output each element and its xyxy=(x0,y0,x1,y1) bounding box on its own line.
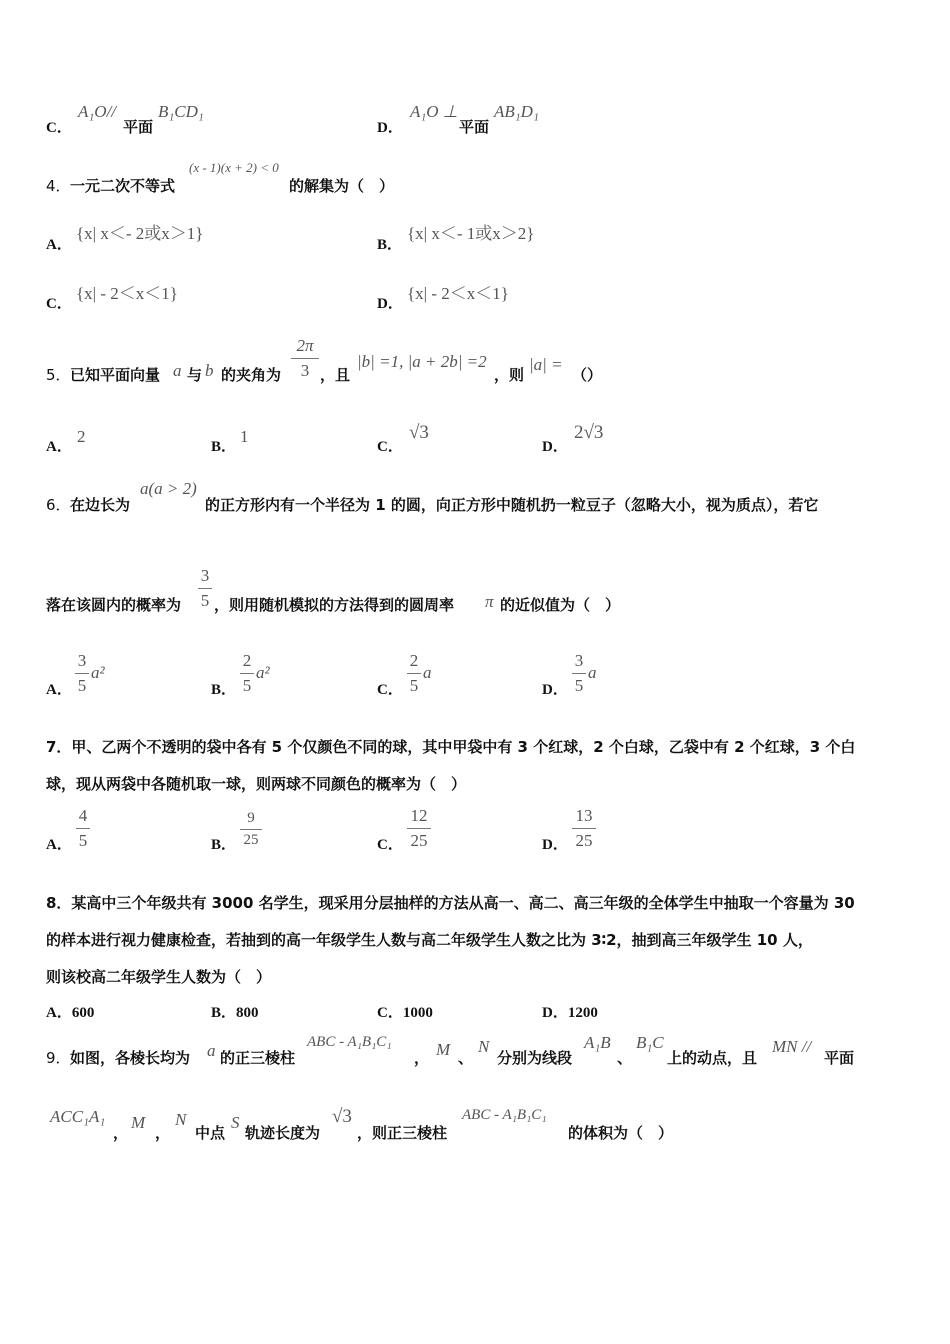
q5-angle-denominator: 3 xyxy=(300,361,310,380)
q9-text-5: 平面 xyxy=(824,1049,855,1067)
q7-option-c-denominator: 25 xyxy=(410,831,428,850)
q5-text-3: 的夹角为 xyxy=(221,366,282,384)
q8-option-d: D．1200 xyxy=(542,1005,598,1021)
q8-line-3: 则该校高二年级学生人数为（ ） xyxy=(46,968,272,986)
q9-prism: ABC - A₁B₁C₁ xyxy=(307,1034,392,1050)
q3-option-d-math2: AB₁D₁ xyxy=(494,102,539,121)
q3-option-d-label: D． xyxy=(377,120,403,136)
q6-option-a-tail: a² xyxy=(91,663,105,682)
q7-option-c-fraction xyxy=(407,806,431,851)
q5-number: 5． xyxy=(46,366,71,384)
q9-sep-1: ， xyxy=(414,1049,430,1067)
q9-point-n: N xyxy=(478,1037,490,1056)
q6-probability-numerator: 3 xyxy=(200,566,210,585)
q7-option-d-numerator: 13 xyxy=(575,806,593,825)
q4-text-1: 一元二次不等式 xyxy=(70,177,176,195)
q8-line-2: 的样本进行视力健康检查，若抽到的高一年级学生人数与高二年级学生人数之比为 3∶2，抽到高三年级学生 10 人， xyxy=(46,931,813,949)
q6-text-1: 在边长为 xyxy=(70,496,131,514)
q4-option-a-label: A． xyxy=(46,237,72,253)
q5-ask: |a| = xyxy=(529,355,563,374)
q7-line-1: 7．甲、乙两个不透明的袋中各有 5 个仅颜色不同的球，其中甲袋中有 3 个红球，2 个白球，乙袋中有 2 个红球，3 个白 xyxy=(46,738,856,756)
q9-segment-2: B₁C xyxy=(636,1033,664,1052)
q4-option-d-math: {x| - 2＜x＜1} xyxy=(407,284,509,303)
q4-option-a-math: {x| x＜- 2或x＞1} xyxy=(76,224,204,243)
q9-sep-4: ， xyxy=(113,1124,129,1142)
q6-option-d-denominator: 5 xyxy=(574,676,584,695)
q5-angle-fraction xyxy=(291,336,319,381)
q9-point-s: S xyxy=(231,1113,240,1132)
q6-text-5: 的近似值为（ ） xyxy=(500,596,621,614)
q4-number: 4． xyxy=(46,177,71,195)
q5-text-5: ，则 xyxy=(494,366,525,384)
q6-option-a-fraction xyxy=(75,651,89,696)
q6-option-c-denominator: 5 xyxy=(409,676,419,695)
q7-option-a-denominator: 5 xyxy=(78,831,88,850)
q9-prism-2: ABC - A₁B₁C₁ xyxy=(462,1107,547,1123)
q9-plane: ACC₁A₁ xyxy=(50,1107,106,1126)
q9-point-m-2: M xyxy=(131,1113,146,1132)
q5-text-4: ，且 xyxy=(320,366,351,384)
q7-option-d-label: D． xyxy=(542,837,568,853)
q5-option-c-label: C． xyxy=(377,439,403,455)
q7-option-d-denominator: 25 xyxy=(575,831,593,850)
q9-sep-3: 、 xyxy=(617,1049,633,1067)
q9-text-1: 如图，各棱长均为 xyxy=(70,1049,191,1067)
q8-line-1: 8．某高中三个年级共有 3000 名学生，现采用分层抽样的方法从高一、高二、高三年级的全体学生中抽取一个容量为 30 xyxy=(46,894,855,912)
q5-text-6: （） xyxy=(572,366,603,384)
q6-option-d-numerator: 3 xyxy=(574,651,584,670)
q6-option-b-fraction xyxy=(240,651,254,696)
q7-option-b-fraction xyxy=(240,810,262,849)
q7-option-a-numerator: 4 xyxy=(78,806,88,825)
q4-option-d-label: D． xyxy=(377,296,403,312)
q5-option-b-label: B． xyxy=(211,439,237,455)
q9-text-8: ，则正三棱柱 xyxy=(357,1124,448,1142)
q8-option-c: C．1000 xyxy=(377,1005,433,1021)
q4-text-2: 的解集为（ ） xyxy=(289,177,395,195)
q9-text-9: 的体积为（ ） xyxy=(568,1124,674,1142)
q6-number: 6． xyxy=(46,496,71,514)
q6-option-c-numerator: 2 xyxy=(409,651,419,670)
q7-option-a-fraction xyxy=(76,806,90,851)
q9-text-2: 的正三棱柱 xyxy=(220,1049,296,1067)
q5-option-b-value: 1 xyxy=(240,427,249,446)
q5-option-c-value: √3 xyxy=(409,422,429,443)
q5-vector-b: b xyxy=(205,361,214,380)
q6-option-a-denominator: 5 xyxy=(77,676,87,695)
q5-text-1: 已知平面向量 xyxy=(70,366,161,384)
q9-text-6: 中点 xyxy=(195,1124,226,1142)
q4-expression: (x - 1)(x + 2) < 0 xyxy=(189,160,279,175)
q6-side: a(a > 2) xyxy=(140,479,197,498)
q7-option-b-label: B． xyxy=(211,837,237,853)
q9-segment-1: A₁B xyxy=(584,1033,611,1052)
q6-option-c-tail: a xyxy=(423,663,432,682)
q8-option-a: A．600 xyxy=(46,1005,95,1021)
q6-probability-denominator: 5 xyxy=(200,591,210,610)
q5-option-d-label: D． xyxy=(542,439,568,455)
q6-option-c-label: C． xyxy=(377,682,403,698)
q6-option-d-label: D． xyxy=(542,682,568,698)
q9-mn-parallel: MN // xyxy=(772,1037,812,1056)
q6-option-a-numerator: 3 xyxy=(77,651,87,670)
q5-angle-numerator: 2π xyxy=(296,336,314,355)
q6-probability-fraction xyxy=(198,566,212,611)
q9-sep-5: ， xyxy=(155,1124,171,1142)
q5-option-d-value: 2√3 xyxy=(574,422,604,443)
q5-vector-a: a xyxy=(173,361,182,380)
q5-condition: |b| =1, |a + 2b| =2 xyxy=(357,352,487,371)
q9-text-7: 轨迹长度为 xyxy=(245,1124,321,1142)
q6-pi: π xyxy=(485,592,494,611)
q6-option-c-fraction xyxy=(407,651,421,696)
q9-point-m: M xyxy=(436,1040,451,1059)
q7-option-b-denominator: 25 xyxy=(243,832,259,848)
q7-option-c-numerator: 12 xyxy=(410,806,428,825)
q9-sep-2: 、 xyxy=(458,1049,474,1067)
q6-option-d-fraction xyxy=(572,651,586,696)
q7-option-c-label: C． xyxy=(377,837,403,853)
q6-option-b-denominator: 5 xyxy=(242,676,252,695)
q7-line-2: 球，现从两袋中各随机取一球，则两球不同颜色的概率为（ ） xyxy=(46,775,467,793)
q7-option-d-fraction xyxy=(572,806,596,851)
q6-text-4: ，则用随机模拟的方法得到的圆周率 xyxy=(214,596,455,614)
q5-option-a-value: 2 xyxy=(77,427,86,446)
q8-option-b: B．800 xyxy=(211,1005,259,1021)
q5-text-2: 与 xyxy=(187,366,203,384)
q9-text-4: 上的动点，且 xyxy=(667,1049,758,1067)
q6-option-b-numerator: 2 xyxy=(242,651,252,670)
q3-option-c-label: C． xyxy=(46,120,72,136)
q7-option-a-label: A． xyxy=(46,837,72,853)
q6-text-2: 的正方形内有一个半径为 1 的圆，向正方形中随机扔一粒豆子（忽略大小，视为质点），若它 xyxy=(205,496,819,514)
q6-option-b-tail: a² xyxy=(256,663,270,682)
q3-option-d-plane: 平面 xyxy=(459,118,490,136)
q9-number: 9． xyxy=(46,1049,71,1067)
q3-option-c-plane: 平面 xyxy=(123,118,154,136)
q4-option-c-math: {x| - 2＜x＜1} xyxy=(76,284,178,303)
q9-text-3: 分别为线段 xyxy=(497,1049,573,1067)
q7-option-b-numerator: 9 xyxy=(247,810,255,826)
q5-option-a-label: A． xyxy=(46,439,72,455)
q6-option-b-label: B． xyxy=(211,682,237,698)
q4-option-b-math: {x| x＜- 1或x＞2} xyxy=(407,224,535,243)
q9-edge: a xyxy=(207,1041,216,1060)
q6-option-d-tail: a xyxy=(588,663,597,682)
q3-option-c-math: A₁O// xyxy=(78,102,117,121)
q6-text-3: 落在该圆内的概率为 xyxy=(46,596,182,614)
q9-point-n-2: N xyxy=(175,1110,187,1129)
q9-length: √3 xyxy=(332,1106,352,1127)
q4-option-c-label: C． xyxy=(46,296,72,312)
q6-option-a-label: A． xyxy=(46,682,72,698)
q4-option-b-label: B． xyxy=(377,237,403,253)
q3-option-d-math: A₁O ⊥ xyxy=(410,102,458,121)
q3-option-c-math2: B₁CD₁ xyxy=(158,102,204,121)
